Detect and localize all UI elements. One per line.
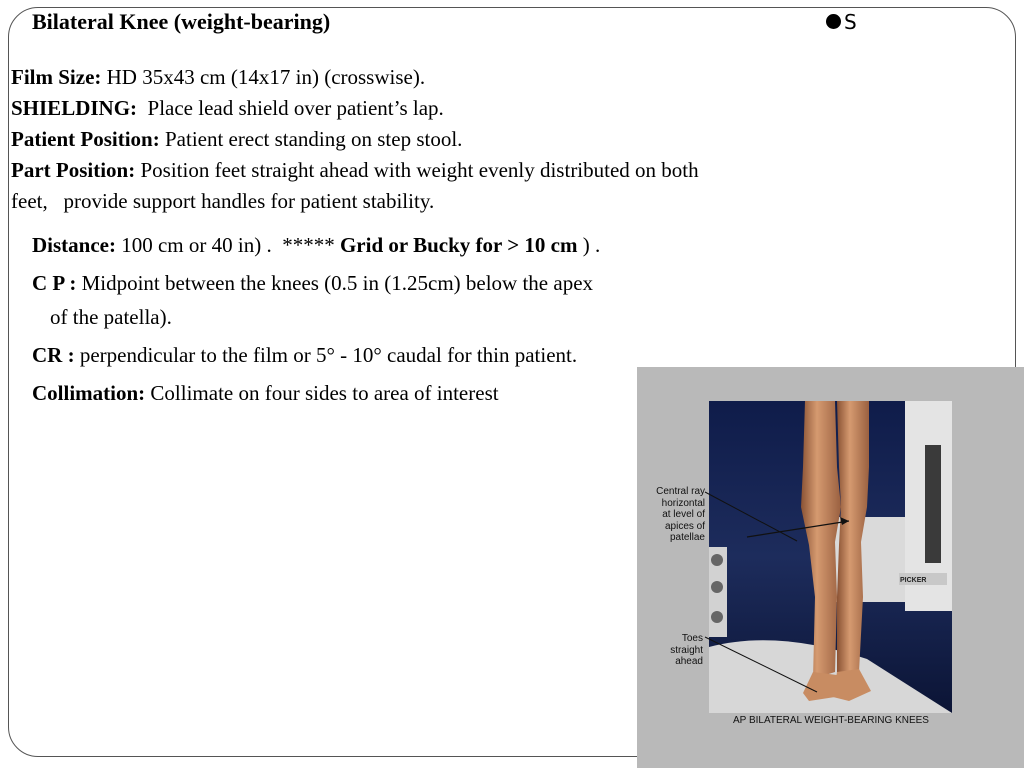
cr-line	[32, 340, 577, 371]
grid-note: Grid or Bucky for > 10 cm	[339, 233, 578, 257]
part-position-label: Part Position:	[11, 158, 136, 182]
part-position-text: Position feet straight ahead with weight evenly distributed on both feet, provide support handles for patient stability.	[11, 158, 704, 213]
slide-title: Bilateral Knee (weight-bearing)	[32, 9, 331, 34]
cp-line	[32, 268, 593, 299]
positioning-specs	[11, 62, 771, 217]
part-position-line	[11, 155, 736, 217]
shielding-text: Place lead shield over patient’s lap.	[137, 96, 444, 120]
toes-annotation-line: Toes	[681, 633, 703, 644]
bullet-dot-icon	[826, 14, 841, 29]
distance-text: 100 cm or 40 in) . *****	[115, 233, 340, 257]
bucky-slot	[925, 445, 941, 563]
cp-line-continued: of the patella).	[50, 305, 172, 329]
cp-text: Midpoint between the knees (0.5 in (1.25cm) below the apex	[76, 271, 594, 295]
central-ray-annotation-line: at level of	[662, 509, 705, 520]
shielding-label: SHIELDING:	[11, 96, 138, 120]
patient-position-line	[11, 124, 771, 155]
patient-position-text: Patient erect standing on step stool.	[159, 127, 463, 151]
cp-label: C P :	[32, 271, 77, 295]
shielding-line	[11, 93, 771, 124]
distance-label: Distance:	[32, 233, 116, 257]
cr-text: perpendicular to the film or 5° - 10° caudal for thin patient.	[74, 343, 578, 367]
toes-annotation-line: ahead	[675, 656, 703, 667]
central-ray-annotation-line: apices of	[664, 520, 705, 532]
handle-knob-icon	[711, 581, 723, 593]
central-ray-annotation	[643, 486, 705, 544]
toes-annotation	[643, 633, 703, 668]
patient-position-label: Patient Position:	[11, 127, 160, 151]
central-ray-annotation-line: Central ray	[656, 486, 705, 497]
figure-caption: AP BILATERAL WEIGHT-BEARING KNEES	[733, 715, 929, 726]
film-size-text: HD 35x43 cm (14x17 in) (crosswise).	[101, 65, 426, 89]
positioning-photo	[637, 367, 1024, 768]
central-ray-annotation-line: patellae	[669, 532, 705, 543]
collimation-label: Collimation:	[32, 381, 146, 405]
distance-tail: ) .	[577, 233, 601, 257]
stand-label: PICKER	[900, 577, 927, 584]
handle-knob-icon	[711, 554, 723, 566]
toes-annotation-line: straight	[670, 644, 703, 656]
central-ray-annotation-line: horizontal	[661, 497, 705, 509]
film-size-label: Film Size:	[11, 65, 102, 89]
collimation-text: Collimate on four sides to area of interest	[145, 381, 499, 405]
marker-letter: S	[844, 10, 857, 34]
collimation-line	[32, 378, 499, 409]
handle-knob-icon	[711, 611, 723, 623]
positioning-figure	[637, 367, 1024, 768]
side-marker	[826, 9, 857, 35]
film-size-line	[11, 62, 771, 93]
distance-line	[32, 230, 600, 261]
cr-label: CR :	[32, 343, 75, 367]
